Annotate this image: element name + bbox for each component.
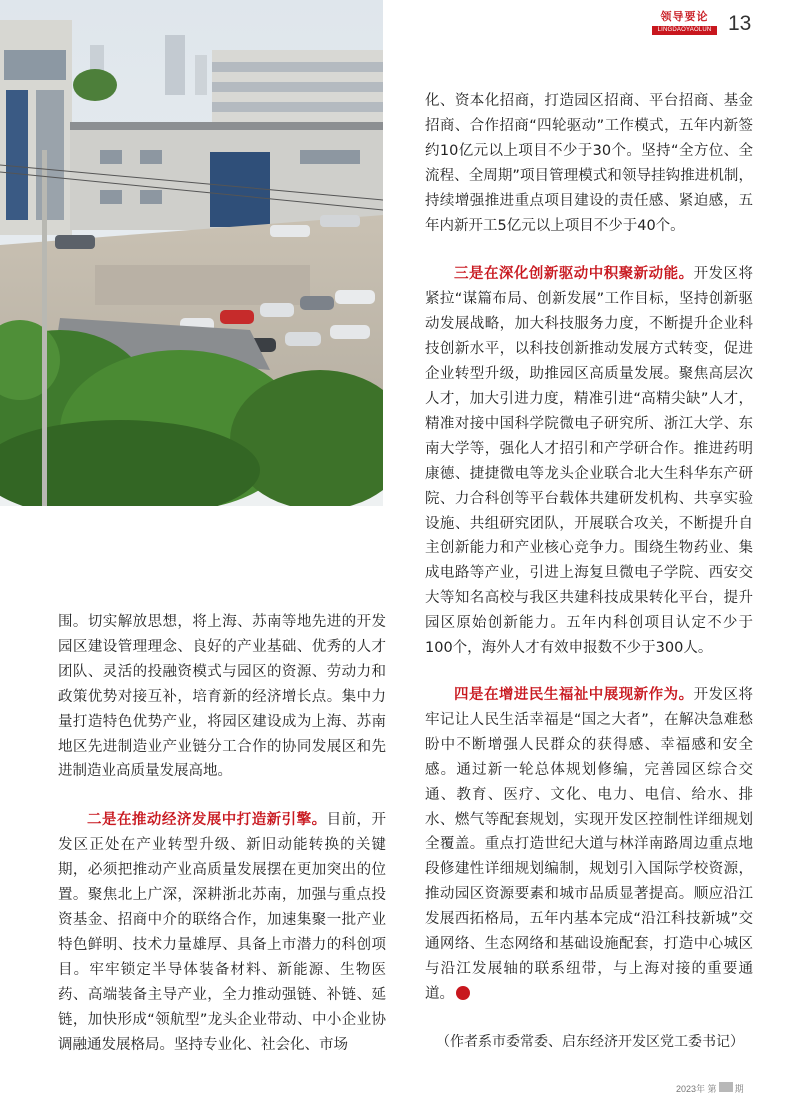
right-column-bottom xyxy=(425,683,753,1007)
section-two xyxy=(58,808,386,1057)
industrial-park-photo xyxy=(0,0,383,506)
author-byline: （作者系市委常委、启东经济开发区党工委书记） xyxy=(436,1034,744,1050)
column-badge xyxy=(652,10,717,40)
section-four-heading: 四是在增进民生福祉中展现新作为。 xyxy=(454,687,694,703)
section-three xyxy=(425,262,753,661)
right-column-top xyxy=(425,89,753,661)
column-pinyin: LINGDAOYAOLUN xyxy=(652,26,717,35)
footer-di: 第 xyxy=(707,1084,717,1094)
footer-issue-number xyxy=(719,1082,733,1092)
paragraph-continued-investment: 化、资本化招商，打造园区招商、平台招商、基金招商、合作招商“四轮驱动”工作模式，五年内新签约10亿元以上项目不少于30个。坚持“全方位、全流程、全周期”项目管理模式和领导挂钩推进机制，持续增强推进重点项目建设的责任感、紧迫感，五年内新开工5亿元以上项目不少于40个。 xyxy=(425,93,753,234)
column-title: 领导要论 xyxy=(660,10,709,23)
paragraph-gap xyxy=(58,784,386,808)
section-two-body: 目前，开发区正处在产业转型升级、新旧动能转换的关键期，必须把推动产业高质量发展摆在更加突出的位置。聚焦北上广深，深耕浙北苏南，加强与重点投资基金、招商中介的联络合作，加速集聚一批产业特色鲜明、技术力量雄厚、具备上市潜力的科创项目。牢牢锁定半导体装备材料、新能源、生物医药、高端装备主导产业，全力推动强链、补链、延链，加快形成“领航型”龙头企业带动、中小企业协调融通发展格局。坚持专业化、社会化、市场 xyxy=(58,812,386,1053)
left-column xyxy=(58,610,386,1057)
section-four xyxy=(425,683,753,1007)
paragraph-continued-cooperation: 围。切实解放思想，将上海、苏南等地先进的开发园区建设管理理念、良好的产业基础、优秀的人才团队、灵活的投融资模式与园区的资源、劳动力和政策优势对接互补，培育新的经济增长点。集中力量打造特色优势产业，将园区建设成为上海、苏南地区先进制造业产业链分工合作的协同发展区和先进制造业高质量发展高地。 xyxy=(58,614,386,780)
issue-footer xyxy=(676,1082,744,1095)
section-three-body: 开发区将紧拉“谋篇布局、创新发展”工作目标，坚持创新驱动发展战略，加大科技服务力度，不断提升企业科技创新水平，以科技创新推动发展方式转变，促进企业转型升级，助推园区高质量发展。聚焦高层次人才，加大引进力度，精准引进“高精尖缺”人才，精准对接中国科学院微电子研究所、浙江大学、东南大学等，强化人才招引和产学研合作。推进药明康德、捷捷微电等龙头企业联合北大生科华东产研院、力合科创等平台载体共建研发机构、共享实验设施、共组研究团队，开展联合攻关，不断提升自主创新能力和产业核心竞争力。围绕生物药业、集成电路等产业，引进上海复旦微电子学院、西安交大等知名高校与我区共建科技成果转化平台，提升园区原始创新能力。五年内科创项目认定不少于100个，海外人才有效申报数不少于300人。 xyxy=(425,266,753,657)
section-two-heading: 二是在推动经济发展中打造新引擎。 xyxy=(87,812,327,829)
page-number: 13 xyxy=(728,12,752,35)
footer-year: 2023年 xyxy=(676,1084,706,1094)
paragraph-gap xyxy=(425,238,753,262)
footer-qi: 期 xyxy=(734,1084,744,1094)
photo-illustration xyxy=(0,0,383,506)
section-four-body: 开发区将牢记让人民生活幸福是“国之大者”，在解决急难愁盼中不断增强人民群众的获得感、幸福感和安全感。通过新一轮总体规划修编，完善园区综合交通、教育、医疗、文化、电力、电信、给水、排水、燃气等配套规划，实现开发区控制性详细规划全覆盖。重点打造世纪大道与林洋南路周边重点地段修建性详细规划编制，规划引入国际学校资源，推动园区资源要素和城市品质显著提高。顺应沿江发展西拓格局，五年内基本完成“沿江科技新城”交通网络、生态网络和基础设施配套，打造中心城区与沿江发展轴的联系纽带，与上海对接的重要通道。 xyxy=(425,687,753,1002)
article-end-seal-icon xyxy=(456,986,470,1000)
section-three-heading: 三是在深化创新驱动中积聚新动能。 xyxy=(454,266,694,283)
